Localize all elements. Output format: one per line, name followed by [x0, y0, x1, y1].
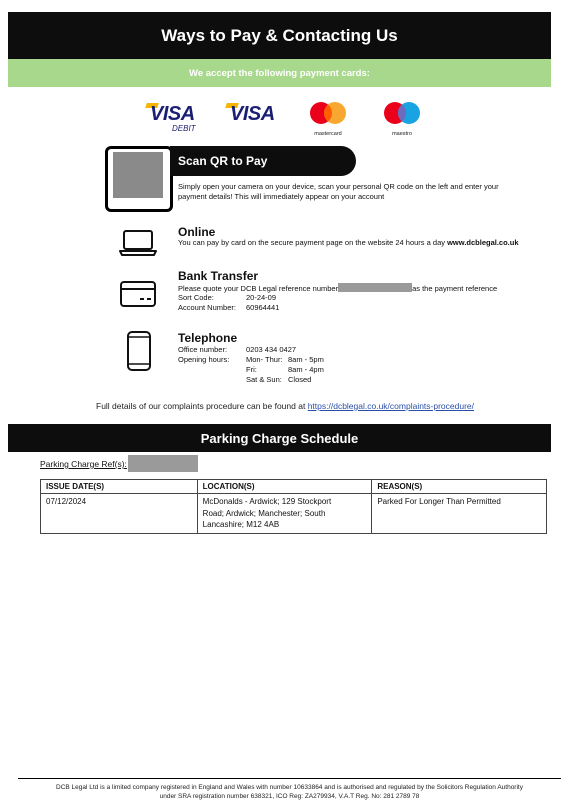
hours-day-1: Fri: — [246, 365, 257, 374]
sort-code-label: Sort Code: — [178, 293, 214, 302]
qr-desc-line1: Simply open your camera on your device, scan your personal QR code on the left and enter your — [178, 182, 499, 191]
hours-day-2: Sat & Sun: — [246, 375, 282, 384]
online-desc-text: You can pay by card on the secure payment page on the website 24 hours a day — [178, 238, 445, 247]
hours-day-0: Mon- Thur: — [246, 355, 283, 364]
footer-line-2: under SRA registration number 638321, ICO Reg: ZA279934, V.A.T Reg. No: 281 2789 78 — [159, 793, 420, 800]
online-heading: Online — [178, 225, 216, 239]
visa-debit-sub: DEBIT — [172, 124, 196, 133]
location-line-3: Lancashire; M12 4AB — [202, 520, 280, 529]
mastercard-logo — [306, 100, 350, 137]
footer-divider — [18, 778, 561, 779]
parking-charge-ref-redacted — [128, 455, 198, 472]
online-website: www.dcblegal.co.uk — [447, 238, 519, 247]
bank-desc-before: Please quote your DCB Legal reference number — [178, 284, 339, 293]
maestro-label: maestro — [392, 131, 412, 137]
header-location: LOCATION(S) — [197, 480, 372, 494]
location-line-2: Road; Ardwick; Manchester; South — [202, 508, 326, 518]
page-title: Ways to Pay & Contacting Us — [8, 12, 551, 59]
office-number-value: 0203 434 0427 — [246, 345, 297, 354]
reference-redacted — [338, 283, 412, 292]
bank-transfer-heading: Bank Transfer — [178, 269, 259, 283]
bank-transfer-description — [178, 283, 497, 294]
office-number-label: Office number: — [178, 345, 228, 354]
qr-heading: Scan QR to Pay — [170, 146, 356, 176]
phone-icon — [126, 331, 152, 371]
row-reason: Parked For Longer Than Permitted — [372, 494, 547, 534]
hours-time-1: 8am - 4pm — [288, 365, 324, 374]
header-issue-date: ISSUE DATE(S) — [41, 480, 198, 494]
parking-schedule-table — [40, 479, 547, 534]
header-reason: REASON(S) — [372, 480, 547, 494]
online-description — [178, 238, 519, 248]
laptop-icon — [119, 229, 157, 257]
complaints-notice — [96, 401, 474, 411]
table-header-row — [41, 480, 547, 494]
footer-line-1: DCB Legal Ltd is a limited company registered in England and Wales with number 10633864 and is authorised and regulated by the Solicitors Regulation Authority — [56, 784, 523, 791]
maestro-logo — [380, 100, 424, 137]
visa-debit-brand: VISA — [150, 103, 195, 125]
sort-code-value: 20-24-09 — [246, 293, 277, 302]
qr-description — [178, 182, 499, 202]
visa-debit-logo — [146, 101, 202, 135]
opening-hours-label: Opening hours: — [178, 355, 230, 364]
complaints-link[interactable]: https://dcblegal.co.uk/complaints-procedure/ — [307, 401, 475, 411]
qr-code-redacted — [113, 152, 163, 198]
schedule-title: Parking Charge Schedule — [8, 424, 551, 452]
table-row — [41, 494, 547, 534]
bank-card-icon — [120, 281, 156, 307]
telephone-heading: Telephone — [178, 331, 238, 345]
account-number-value: 60964441 — [246, 303, 280, 312]
qr-desc-line2: payment details! This will immediately appear on your account — [178, 192, 385, 201]
footer — [18, 783, 561, 801]
row-issue-date: 07/12/2024 — [41, 494, 198, 534]
mastercard-label: mastercard — [314, 131, 342, 137]
visa-brand: VISA — [230, 103, 275, 125]
complaints-text: Full details of our complaints procedure can be found at — [96, 401, 306, 411]
maestro-icon — [380, 100, 424, 126]
location-line-1: McDonalds - Ardwick; 129 Stockport — [202, 497, 332, 506]
bank-desc-after: as the payment reference — [412, 284, 498, 293]
hours-time-2: Closed — [288, 375, 312, 384]
hours-time-0: 8am - 5pm — [288, 355, 324, 364]
visa-logo — [226, 101, 282, 127]
row-location — [197, 494, 372, 534]
mastercard-icon — [306, 100, 350, 126]
parking-charge-ref-label: Parking Charge Ref(s): — [40, 459, 127, 469]
account-number-label: Account Number: — [178, 303, 236, 312]
payment-cards-banner: We accept the following payment cards: — [8, 59, 551, 87]
